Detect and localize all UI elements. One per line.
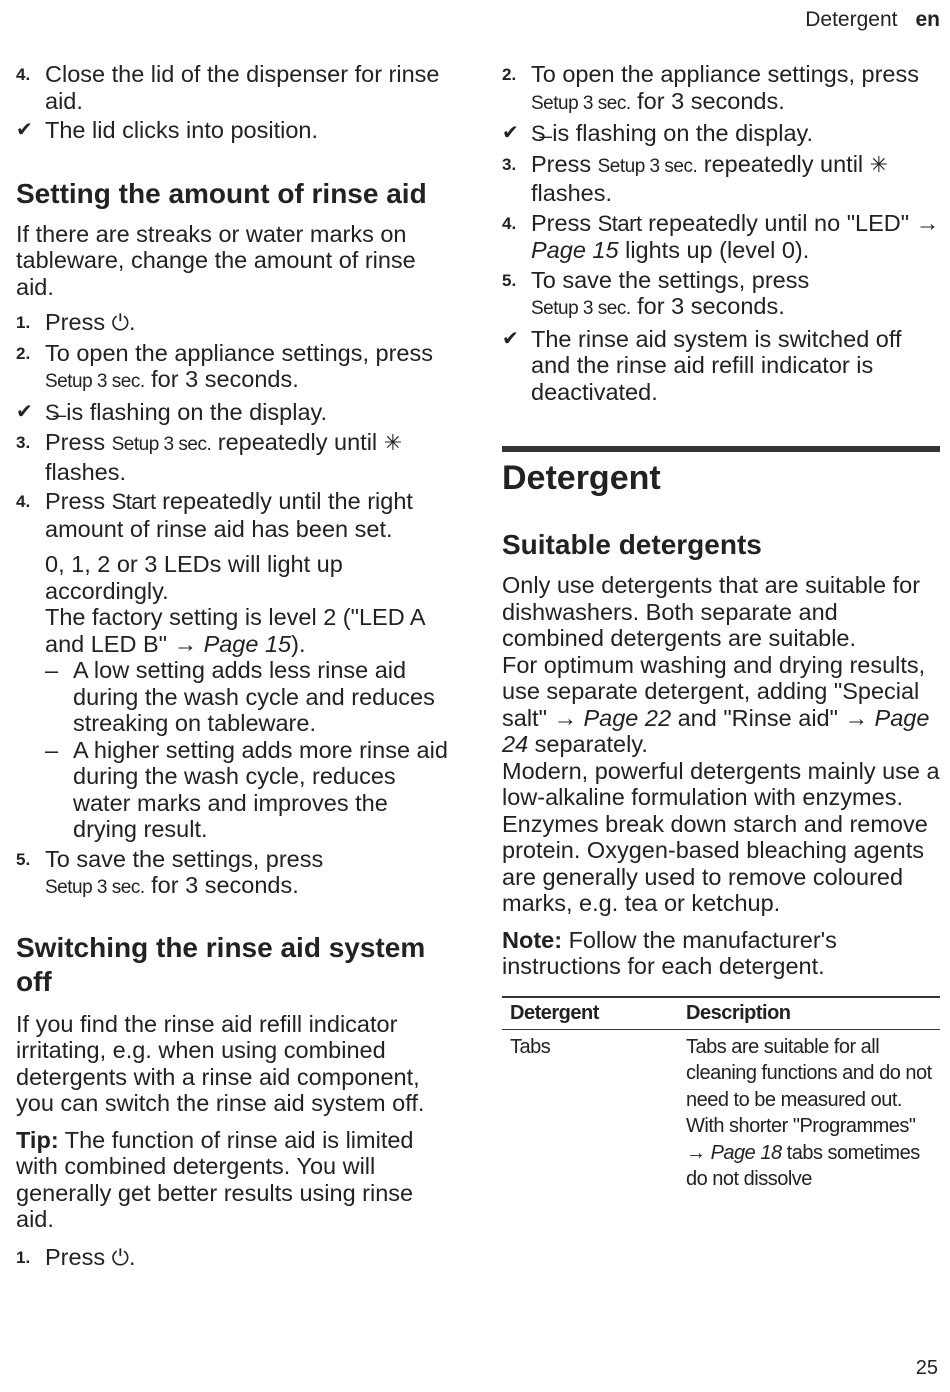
- step-1-press: 1. Press ⏻.: [16, 309, 136, 335]
- para-modern-detergents: Modern, powerful detergents mainly use a low-alkaline formulation with enzymes. Enzymes break down starch and remove protein. Oxygen-based bleaching agents are generally used to remove coloured marks, e.g. tea or ketchup.: [502, 757, 940, 916]
- step-2-open-settings: 2. To open the appliance settings, press Setup 3 sec. for 3 seconds.: [16, 339, 434, 392]
- step-1-press-power: 1. Press ⏻.: [16, 1243, 136, 1270]
- result-flashing: ✔ S̶ is flashing on the display.: [16, 398, 328, 425]
- detergent-table: [502, 996, 940, 1197]
- start-key: Start: [597, 210, 642, 236]
- setup-key: Setup 3 sec.: [531, 92, 631, 114]
- table-cell-description: Tabs are suitable for all cleaning functions and do not need to be measured out. With shorter "Programmes" → Page 18 tabs sometimes do not dissolve: [686, 1035, 932, 1190]
- check-icon: ✔: [16, 400, 33, 423]
- table-header-description: Description: [678, 997, 940, 1030]
- heading-suitable-detergents: Suitable detergents: [502, 529, 762, 560]
- rinse-aid-symbol-icon: S̶: [45, 399, 60, 425]
- page-number: 25: [915, 1357, 938, 1379]
- header-language: en: [915, 8, 940, 31]
- setup-key: Setup 3 sec.: [111, 434, 212, 455]
- check-icon: ✔: [502, 122, 519, 144]
- header-section: Detergent: [805, 8, 898, 31]
- heading-setting-amount: Setting the amount of rinse aid: [16, 177, 427, 209]
- note-leds: 0, 1, 2 or 3 LEDs will light up accordingly.: [45, 551, 343, 604]
- r-step-2-open-settings: 2. To open the appliance settings, press Setup 3 sec. for 3 seconds.: [502, 61, 920, 114]
- rinse-aid-symbol-icon: S̶: [531, 121, 546, 146]
- left-column: [16, 58, 456, 1274]
- rinse-aid-star-icon: ✳: [383, 430, 403, 455]
- check-icon: ✔: [16, 119, 33, 141]
- table-header-detergent: Detergent: [502, 997, 678, 1030]
- setup-key: Setup 3 sec.: [531, 298, 631, 319]
- table-row: [502, 1029, 940, 1197]
- step-4-close-lid: 4. Close the lid of the dispenser for rinse aid.: [16, 61, 440, 114]
- r-result-flashing: ✔ S̶ is flashing on the display.: [502, 120, 814, 146]
- r-step-5-save: 5. To save the settings, press Setup 3 sec. for 3 seconds.: [502, 266, 810, 319]
- start-key: Start: [111, 489, 156, 514]
- dash-low-setting: – A low setting adds less rinse aid during the wash cycle and reduces streaking on tableware.: [45, 657, 435, 736]
- r-step-4-press-start: 4. Press Start repeatedly until no "LED" → Page 15 lights up (level 0).: [502, 209, 940, 263]
- table-cell-detergent: Tabs: [510, 1035, 551, 1058]
- step-3-press-setup: 3. Press Setup 3 sec. repeatedly until ✳ flashes.: [16, 429, 403, 485]
- r-step-3-press-setup: 3. Press Setup 3 sec. repeatedly until ✳ flashes.: [502, 150, 889, 206]
- heading-switching-off: Switching the rinse aid system off: [16, 931, 426, 997]
- heading-detergent: Detergent: [502, 459, 661, 497]
- running-header: [805, 8, 940, 32]
- rinse-aid-star-icon: ✳: [869, 151, 889, 177]
- note-factory-setting: The factory setting is level 2 ("LED A and LED B" → Page 15).: [45, 604, 425, 657]
- power-icon: ⏻: [111, 310, 130, 335]
- r-result-switched-off: ✔ The rinse aid system is switched off and the rinse aid refill indicator is deactivated.: [502, 325, 902, 405]
- para-suitable: Only use detergents that are suitable for dishwashers. Both separate and combined detergents are suitable.: [502, 572, 921, 651]
- step-5-save: 5. To save the settings, press Setup 3 sec. for 3 seconds.: [16, 845, 324, 898]
- step-4-press-start: 4. Press Start repeatedly until the right amount of rinse aid has been set.: [16, 488, 413, 542]
- intro-switching-off: If you find the rinse aid refill indicator irritating, e.g. when using combined detergents with a rinse aid component, you can switch the rinse aid system off.: [16, 1010, 425, 1116]
- dash-high-setting: – A higher setting adds more rinse aid during the wash cycle, reduces water marks and improves the drying result.: [45, 736, 448, 842]
- power-icon: ⏻: [111, 1244, 130, 1270]
- result-lid-clicks: ✔ The lid clicks into position.: [16, 117, 318, 143]
- note-paragraph: Note: Follow the manufacturer's instructions for each detergent.: [502, 926, 837, 979]
- para-optimum: For optimum washing and drying results, use separate detergent, adding "Special salt" → Page 22 and "Rinse aid" → Page 24 separately.: [502, 651, 930, 757]
- table-header-row: [502, 997, 940, 1030]
- setup-key: Setup 3 sec.: [45, 371, 145, 392]
- tip-paragraph: Tip: The function of rinse aid is limited with combined detergents. You will generally get better results using rinse aid.: [16, 1126, 414, 1232]
- intro-setting: If there are streaks or water marks on tableware, change the amount of rinse aid.: [16, 220, 416, 300]
- setup-key: Setup 3 sec.: [45, 877, 145, 898]
- setup-key: Setup 3 sec.: [597, 155, 698, 177]
- check-icon: ✔: [502, 327, 519, 350]
- right-column: [502, 58, 940, 1197]
